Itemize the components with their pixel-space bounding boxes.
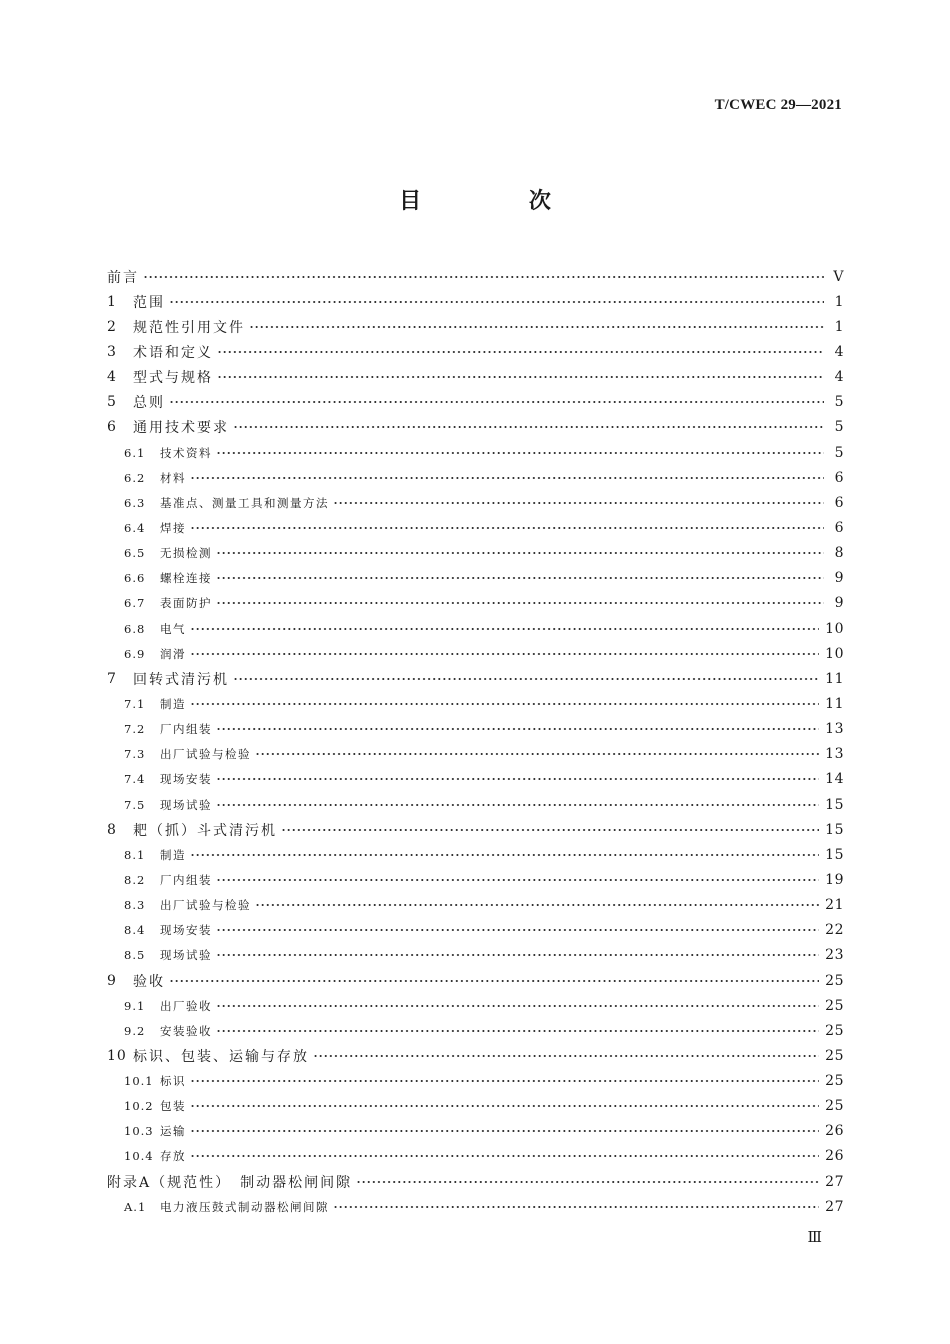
toc-entry-page: 25 (825, 1047, 844, 1064)
dot-leader (190, 1129, 819, 1133)
toc-entry-number: 8.1 (124, 847, 146, 862)
toc-entry-label: 术语和定义 (133, 344, 213, 361)
dot-leader (249, 325, 824, 329)
toc-entry-number: 7.2 (124, 722, 146, 737)
toc-entry-label: 总则 (133, 395, 165, 412)
toc-entry-number: 10.4 (124, 1149, 154, 1164)
toc-entry-page: 25 (825, 997, 844, 1014)
toc-entry-label: 规范性引用文件 (133, 319, 245, 336)
toc-entry[interactable] (107, 641, 844, 666)
toc-entry[interactable] (107, 541, 844, 566)
table-of-contents (107, 264, 844, 1219)
toc-entry[interactable] (107, 465, 844, 490)
toc-entry-number: 10.1 (124, 1074, 154, 1089)
toc-entry-number: 8.2 (124, 872, 146, 887)
dot-leader (233, 425, 824, 429)
toc-entry[interactable] (107, 943, 844, 968)
dot-leader (216, 1029, 819, 1033)
toc-entry-number: 9 (107, 972, 117, 989)
dot-leader (217, 375, 824, 379)
toc-entry-number: 7.1 (124, 696, 146, 711)
toc-entry-label: 验收 (133, 973, 165, 990)
toc-entry-number: 8.5 (124, 948, 146, 963)
toc-entry-label: 现场安装 (160, 923, 212, 938)
toc-entry[interactable] (107, 1144, 844, 1169)
toc-entry[interactable] (107, 666, 844, 691)
toc-entry[interactable] (107, 918, 844, 943)
toc-entry-number: 7.4 (124, 772, 146, 787)
toc-entry-label: 通用技术要求 (133, 420, 229, 437)
toc-entry-number: 9.1 (124, 998, 146, 1013)
toc-entry-number: 6 (107, 419, 117, 436)
toc-entry[interactable] (107, 767, 844, 792)
toc-entry-label: 制造 (160, 847, 186, 862)
toc-entry-page: 10 (825, 645, 844, 662)
dot-leader (217, 350, 824, 354)
dot-leader (190, 1104, 819, 1108)
dot-leader (356, 1180, 819, 1184)
dot-leader (190, 627, 819, 631)
toc-entry-page: 19 (825, 871, 844, 888)
toc-entry-number: 8 (107, 821, 117, 838)
toc-entry[interactable] (107, 566, 844, 591)
dot-leader (190, 1154, 819, 1158)
toc-entry-page: 27 (825, 1198, 844, 1215)
toc-entry-label: 无损检测 (160, 546, 212, 561)
toc-entry-label: 现场安装 (160, 772, 212, 787)
toc-entry-label: 存放 (160, 1149, 186, 1164)
dot-leader (255, 903, 819, 907)
toc-entry[interactable] (107, 339, 844, 364)
toc-entry-page: 11 (825, 695, 844, 712)
toc-entry-label: 附录A（规范性） 制动器松闸间隙 (107, 1174, 353, 1191)
toc-entry-page: 9 (834, 570, 844, 587)
dot-leader (190, 1079, 819, 1083)
toc-entry-label: 技术资料 (160, 445, 212, 460)
toc-entry[interactable] (107, 289, 844, 314)
toc-entry[interactable] (107, 1069, 844, 1094)
toc-entry-number: 9.2 (124, 1023, 146, 1038)
toc-entry[interactable] (107, 717, 844, 742)
toc-entry-label: 回转式清污机 (133, 671, 229, 688)
toc-entry-label: 现场试验 (160, 948, 212, 963)
dot-leader (333, 501, 824, 505)
toc-entry-page: 6 (834, 469, 844, 486)
toc-entry-label: 电气 (160, 621, 186, 636)
toc-entry-page: 21 (825, 897, 844, 914)
toc-entry-number: 7.5 (124, 797, 146, 812)
page-title: 目 次 (399, 189, 601, 214)
toc-entry-number: 3 (107, 343, 117, 360)
toc-entry-number: 10.3 (124, 1124, 154, 1139)
toc-entry-number: 10.2 (124, 1099, 154, 1114)
dot-leader (190, 702, 819, 706)
toc-entry-label: 安装验收 (160, 1023, 212, 1038)
dot-leader (143, 275, 824, 279)
toc-entry-label: 范围 (133, 294, 165, 311)
toc-entry[interactable] (107, 691, 844, 716)
toc-entry[interactable] (107, 792, 844, 817)
dot-leader (190, 526, 824, 530)
page-number: Ⅲ (807, 1228, 822, 1246)
toc-entry-number: 6.9 (124, 646, 146, 661)
toc-entry-label: 焊接 (160, 520, 186, 535)
toc-entry-page: 5 (834, 444, 844, 461)
toc-entry-label: 材料 (160, 470, 186, 485)
dot-leader (216, 777, 819, 781)
toc-entry-page: 14 (825, 771, 844, 788)
toc-entry-number: 4 (107, 369, 117, 386)
toc-entry-number: 10 (107, 1047, 127, 1064)
toc-entry[interactable] (107, 415, 844, 440)
toc-entry[interactable] (107, 616, 844, 641)
toc-entry-page: 8 (834, 545, 844, 562)
toc-entry-number: 6.6 (124, 571, 146, 586)
toc-entry-label: 包装 (160, 1099, 186, 1114)
dot-leader (281, 828, 819, 832)
dot-leader (190, 853, 819, 857)
dot-leader (216, 601, 824, 605)
dot-leader (190, 652, 819, 656)
toc-entry-page: 11 (825, 670, 844, 687)
toc-entry-page: 4 (834, 369, 844, 386)
toc-entry-page: 22 (825, 922, 844, 939)
dot-leader (216, 451, 824, 455)
toc-entry-page: 25 (825, 1073, 844, 1090)
toc-entry[interactable] (107, 365, 844, 390)
toc-entry-page: 26 (825, 1123, 844, 1140)
toc-entry[interactable] (107, 390, 844, 415)
toc-entry-page: 6 (834, 494, 844, 511)
toc-entry-number: 6.3 (124, 495, 146, 510)
toc-entry-page: 15 (825, 796, 844, 813)
toc-entry-label: 出厂试验与检验 (160, 898, 251, 913)
dot-leader (216, 803, 819, 807)
toc-entry-number: 6.5 (124, 546, 146, 561)
toc-entry-label: 基准点、测量工具和测量方法 (160, 495, 329, 510)
toc-entry[interactable] (107, 867, 844, 892)
toc-entry[interactable] (107, 968, 844, 993)
toc-entry-label: 运输 (160, 1124, 186, 1139)
dot-leader (190, 476, 824, 480)
toc-entry-number: 7.3 (124, 747, 146, 762)
dot-leader (216, 953, 819, 957)
toc-entry-page: 26 (825, 1148, 844, 1165)
dot-leader (216, 1004, 819, 1008)
dot-leader (255, 752, 819, 756)
toc-entry-page: 15 (825, 846, 844, 863)
toc-entry-number: 8.3 (124, 898, 146, 913)
toc-entry[interactable] (107, 440, 844, 465)
toc-entry[interactable] (107, 1043, 844, 1068)
toc-entry-number: 6.8 (124, 621, 146, 636)
toc-entry-page: 5 (834, 394, 844, 411)
toc-entry[interactable] (107, 817, 844, 842)
toc-entry[interactable] (107, 742, 844, 767)
dot-leader (169, 300, 824, 304)
toc-entry-label: 表面防护 (160, 596, 212, 611)
toc-entry-page: 15 (825, 821, 844, 838)
toc-entry[interactable] (107, 1169, 844, 1194)
toc-entry[interactable] (107, 1018, 844, 1043)
dot-leader (233, 677, 819, 681)
toc-entry[interactable] (107, 993, 844, 1018)
toc-entry-page: 6 (834, 519, 844, 536)
toc-entry[interactable] (107, 842, 844, 867)
toc-entry-label: 标识 (160, 1074, 186, 1089)
dot-leader (333, 1205, 819, 1209)
dot-leader (313, 1054, 819, 1058)
toc-entry-number: 7 (107, 670, 117, 687)
toc-entry[interactable] (107, 591, 844, 616)
toc-entry-page: 9 (834, 595, 844, 612)
toc-entry[interactable] (107, 893, 844, 918)
toc-entry-number: 6.2 (124, 470, 146, 485)
toc-entry[interactable] (107, 264, 844, 289)
toc-entry[interactable] (107, 1094, 844, 1119)
toc-entry-label: 电力液压鼓式制动器松闸间隙 (160, 1199, 329, 1214)
toc-entry-page: 25 (825, 972, 844, 989)
toc-entry-number: 6.1 (124, 445, 146, 460)
toc-entry-page: 4 (834, 343, 844, 360)
toc-entry-page: 1 (834, 318, 844, 335)
toc-entry-label: 型式与规格 (133, 370, 213, 387)
toc-entry-label: 现场试验 (160, 797, 212, 812)
dot-leader (216, 576, 824, 580)
toc-entry-page: 23 (825, 947, 844, 964)
toc-entry-number: 2 (107, 318, 117, 335)
toc-entry-number: A.1 (124, 1199, 147, 1214)
toc-entry-number: 1 (107, 293, 117, 310)
dot-leader (169, 979, 819, 983)
toc-entry-label: 厂内组装 (160, 872, 212, 887)
document-code: T/CWEC 29—2021 (714, 97, 842, 113)
toc-entry-label: 出厂试验与检验 (160, 747, 251, 762)
toc-entry-page: Ⅴ (833, 268, 844, 285)
dot-leader (216, 928, 819, 932)
dot-leader (169, 400, 824, 404)
toc-entry-page: 5 (834, 419, 844, 436)
toc-entry-label: 润滑 (160, 646, 186, 661)
toc-entry-page: 25 (825, 1098, 844, 1115)
toc-entry-number: 5 (107, 394, 117, 411)
toc-entry-number: 8.4 (124, 923, 146, 938)
dot-leader (216, 727, 819, 731)
toc-entry-label: 标识、包装、运输与存放 (133, 1048, 309, 1065)
toc-entry[interactable] (107, 314, 844, 339)
toc-entry-label: 出厂验收 (160, 998, 212, 1013)
dot-leader (216, 878, 819, 882)
toc-entry[interactable] (107, 515, 844, 540)
dot-leader (216, 551, 824, 555)
toc-entry-label: 螺栓连接 (160, 571, 212, 586)
toc-entry-label: 制造 (160, 696, 186, 711)
toc-entry-label: 耙（抓）斗式清污机 (133, 822, 277, 839)
toc-entry-label: 厂内组装 (160, 722, 212, 737)
toc-entry-number: 6.7 (124, 596, 146, 611)
toc-entry[interactable] (107, 1119, 844, 1144)
toc-entry-page: 13 (825, 721, 844, 738)
toc-entry[interactable] (107, 1194, 844, 1219)
toc-entry-page: 13 (825, 746, 844, 763)
toc-entry-number: 6.4 (124, 520, 146, 535)
toc-entry-page: 27 (825, 1173, 844, 1190)
toc-entry-page: 1 (834, 293, 844, 310)
toc-entry-page: 10 (825, 620, 844, 637)
toc-entry-page: 25 (825, 1022, 844, 1039)
toc-entry-label: 前言 (107, 269, 139, 286)
toc-entry[interactable] (107, 490, 844, 515)
